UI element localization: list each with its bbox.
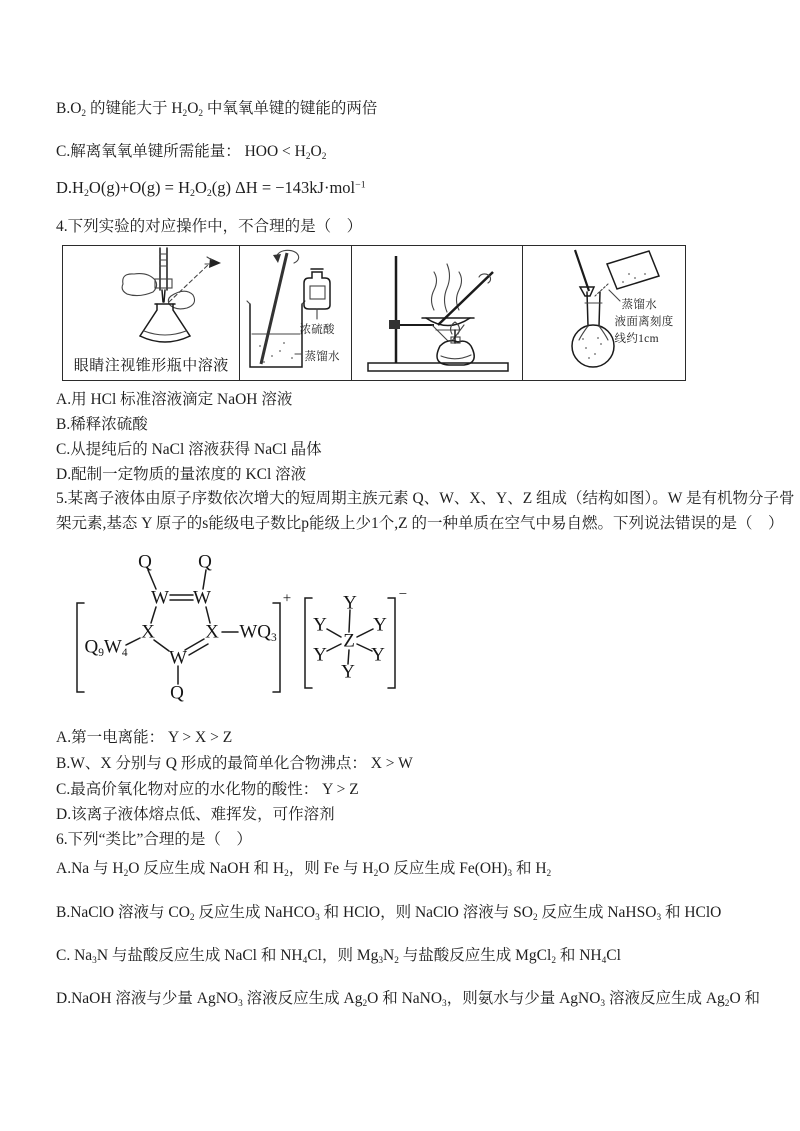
sight-line: [169, 265, 208, 302]
q4-option-a: A.用 HCl 标准溶液滴定 NaOH 溶液: [56, 391, 293, 408]
acid-label: 浓硫酸: [299, 324, 335, 336]
guide-rod: [575, 250, 589, 291]
alcohol-lamp: [437, 322, 474, 365]
atom-q-top-right: Q: [198, 551, 212, 573]
evaporation-illustration: [352, 246, 521, 379]
atom-w-top-right: W: [193, 587, 211, 609]
q5-option-a: A.第一电离能： Y > X > Z: [56, 729, 233, 746]
q3-option-c: C.解离氧氧单键所需能量： HOO < $H_2O_2$: [56, 143, 327, 162]
cation-charge: +: [282, 590, 292, 607]
one-cm-label: 线约1cm: [614, 333, 659, 345]
atom-y-top-left: Y: [313, 614, 327, 636]
group-q9w4: $Q_9W_4$: [84, 636, 128, 659]
q6-option-c: C. $Na_3N$ 与盐酸反应生成 NaCl 和 $NH_4Cl$，则 $Mg_3N_2$ 与盐酸反应生成 MgCl$_2$ 和 $NH_4Cl$: [56, 947, 621, 966]
q4-figure-table: [62, 245, 686, 381]
q5-option-d: D.该离子液体熔点低、难挥发，可作溶剂: [56, 806, 335, 823]
atom-y-bottom-right: Y: [371, 644, 385, 666]
group-wq3: $WQ_3$: [239, 621, 277, 644]
atom-w-bottom: W: [169, 647, 187, 669]
atom-y-top: Y: [343, 592, 357, 614]
q5-stem-line2: 架元素,基态 Y 原子的s能级电子数比p能级上少1个,Z 的一种单质在空气中易自燃。下列说法错误的是（ ）: [56, 515, 784, 532]
q4-figure-cell-volumetric: [523, 246, 685, 380]
q4-option-c: C.从提纯后的 NaCl 溶液获得 NaCl 晶体: [56, 441, 322, 458]
q6-stem: 6.下列“类比”合理的是（ ）: [56, 831, 252, 848]
titration-illustration: [63, 246, 238, 351]
atom-q-top-left: Q: [138, 551, 152, 573]
q4-figure-cell-titration: [63, 246, 240, 380]
burette: [160, 248, 167, 302]
volumetric-flask: [572, 287, 614, 367]
q4-stem: 4.下列实验的对应操作中，不合理的是（ ）: [56, 218, 363, 235]
label-pointer: [609, 290, 620, 301]
evaporating-dish: [422, 318, 474, 341]
q5-stem-line1: 5.某离子液体由原子序数依次增大的短周期主族元素 Q、W、X、Y、Z 组成（结构如图）。W 是有机物分子骨: [56, 490, 795, 507]
q4-figure-cell-dilution: [240, 246, 352, 380]
glass-rod: [261, 250, 299, 364]
q6-option-a: A.Na 与 $H_2O$ 反应生成 NaOH 和 $H_2$，则 Fe 与 $H_2O$ 反应生成 $Fe(OH)_3$ 和 $H_2$: [56, 860, 552, 879]
atom-z-center: Z: [343, 630, 355, 652]
atom-y-bottom: Y: [341, 661, 355, 683]
pouring-beaker: [595, 251, 659, 296]
q4-option-d: D.配制一定物质的量浓度的 KCl 溶液: [56, 466, 307, 483]
eye-icon: [205, 257, 221, 268]
q3-option-b: $B.O_2$ 的键能大于 $H_2O_2$ 中氧氧单键的键能的两倍: [56, 100, 378, 119]
titration-caption: 眼睛注视锥形瓶中溶液: [73, 358, 229, 374]
conical-flask: [140, 304, 190, 342]
water-label: 蒸馏水: [304, 351, 340, 363]
q5-option-b: B.W、X 分别与 Q 形成的最简单化合物沸点： X > W: [56, 755, 413, 772]
q5-structure-figure: [60, 548, 432, 710]
atom-q-bottom: Q: [170, 682, 184, 704]
atom-y-bottom-left: Y: [313, 644, 327, 666]
liquid-level-label: 液面离刻度: [614, 316, 674, 328]
q6-option-d: D.NaOH 溶液与少量 AgNO$_3$ 溶液反应生成 $Ag_2O$ 和 NaNO$_3$，则氨水与少量 AgNO$_3$ 溶液反应生成 $Ag_2O$ 和: [56, 990, 761, 1009]
beaker: [247, 301, 305, 367]
atom-y-top-right: Y: [373, 614, 387, 636]
q3-option-d: $D.H_2O(g)+O(g) = H_2O_2(g) \Delta H = -143kJ\cdot mol^{-1}$: [56, 178, 366, 199]
vapor-lines: [432, 264, 462, 312]
stirring-rod: [438, 272, 493, 325]
iron-stand: [368, 256, 508, 371]
atom-x-right: X: [205, 621, 219, 643]
q6-option-b: B.NaClO 溶液与 $CO_2$ 反应生成 NaHCO$_3$ 和 HClO，则 NaClO 溶液与 $SO_2$ 反应生成 NaHSO$_3$ 和 HClO: [56, 904, 722, 923]
distilled-water-label: 蒸馏水: [621, 299, 657, 311]
q4-figure-cell-evaporation: [352, 246, 522, 380]
q4-option-b: B.稀释浓硫酸: [56, 416, 148, 433]
atom-x-left: X: [141, 621, 155, 643]
q5-option-c: C.最高价氧化物对应的水化物的酸性： Y > Z: [56, 781, 359, 798]
acid-bottle: [304, 269, 330, 319]
anion-charge: −: [398, 586, 408, 603]
atom-w-top-left: W: [151, 587, 169, 609]
